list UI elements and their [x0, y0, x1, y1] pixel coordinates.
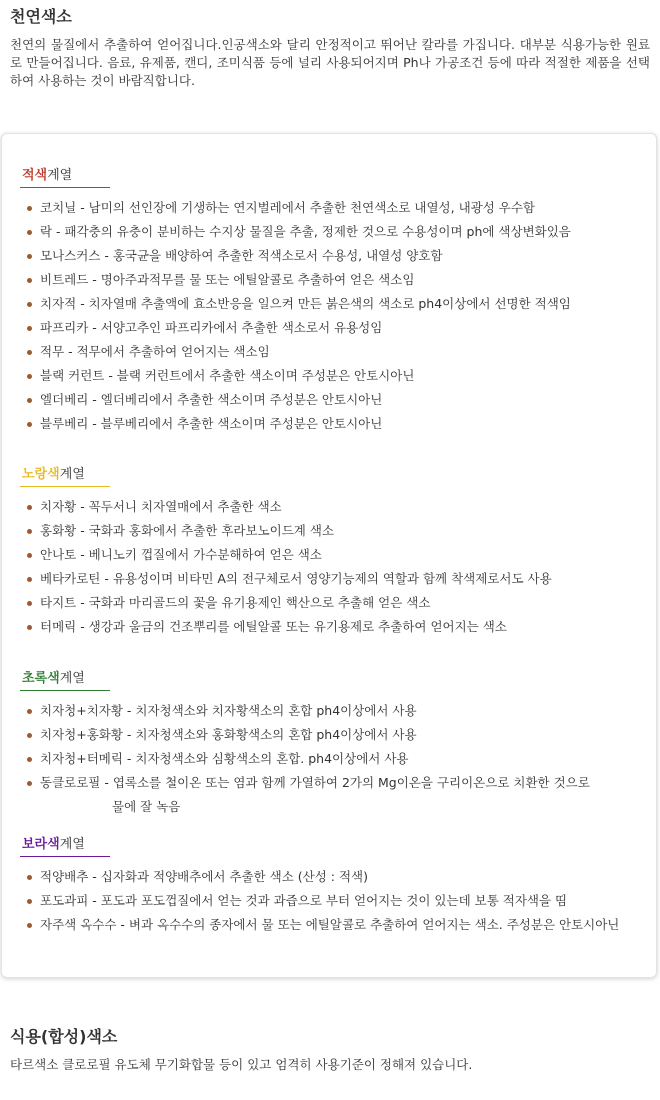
section-color-word: 초록색	[22, 671, 60, 686]
section-heading-green	[20, 667, 110, 691]
list-item: 치자황 - 꼭두서니 치자열매에서 추출한 색소	[20, 495, 552, 519]
intro-paragraph: 천연의 물질에서 추출하여 얻어집니다.인공색소와 달리 안정적이고 뛰어난 칼라를 가집니다. 대부분 식용가능한 원료로 만들어집니다. 음료, 유제품, 캔디, 조미식품 등에 널리 사용되어지며 Ph나 가공조건 등에 따라 적절한 제품을 선택하여 사용하는 것이 바람직합니다.	[10, 37, 650, 88]
list-item: 블루베리 - 블루베리에서 추출한 색소이며 주성분은 안토시아닌	[20, 412, 571, 436]
section-heading-yellow	[20, 463, 110, 487]
item-list	[20, 495, 552, 639]
list-item: 치자청+터메릭 - 치자청색소와 심황색소의 혼합. ph4이상에서 사용	[20, 747, 620, 771]
list-item: 홍화황 - 국화과 홍화에서 추출한 후라보노이드계 색소	[20, 519, 552, 543]
list-item: 락 - 패각충의 유충이 분비하는 수지상 물질을 추출, 정제한 것으로 수용성이며 ph에 색상변화있음	[20, 220, 571, 244]
list-item: 코치닐 - 남미의 선인장에 기생하는 연지벌레에서 추출한 천연색소로 내열성, 내광성 우수함	[20, 196, 571, 220]
item-list	[20, 196, 571, 436]
list-item: 치자적 - 치자열매 추출액에 효소반응을 일으켜 만든 붉은색의 색소로 ph4이상에서 선명한 적색임	[20, 292, 571, 316]
pigment-card	[1, 133, 657, 978]
section-yellow	[20, 463, 552, 639]
list-item: 모나스커스 - 홍국균을 배양하여 추출한 적색소로서 수용성, 내열성 양호함	[20, 244, 571, 268]
list-item: 포도과피 - 포도과 포도껍질에서 얻는 것과 과즙으로 부터 얻어지는 것이 있는데 보통 적자색을 띰	[20, 889, 619, 913]
synthetic-pigment-title: 식용(합성)색소	[10, 1027, 118, 1046]
section-color-word: 노랑색	[22, 467, 60, 482]
section-suffix: 계열	[59, 671, 85, 686]
list-item-line: 동클로로필 - 엽록소를 철이온 또는 염과 함께 가열하여 2가의 Mg이온을 구리이온으로 치환한 것으로	[40, 775, 590, 790]
section-color-word: 보라색	[22, 837, 60, 852]
section-color-word: 적색	[22, 168, 48, 183]
list-item: 파프리카 - 서양고추인 파프리카에서 추출한 색소로서 유용성임	[20, 316, 571, 340]
synthetic-pigment-text: 타르색소 클로로필 유도체 무기화합물 등이 있고 엄격히 사용기준이 정해져 있습니다.	[10, 1057, 473, 1072]
list-item-wrapped	[20, 771, 620, 819]
list-item: 자주색 옥수수 - 벼과 옥수수의 종자에서 물 또는 에틸알콜로 추출하여 얻어지는 색소. 주성분은 안토시아닌	[20, 913, 619, 937]
list-item: 치자청+홍화황 - 치자청색소와 홍화황색소의 혼합 ph4이상에서 사용	[20, 723, 620, 747]
section-green	[20, 667, 620, 819]
list-item: 비트레드 - 명아주과적무를 물 또는 에틸알콜로 추출하여 얻은 색소임	[20, 268, 571, 292]
list-item: 적무 - 적무에서 추출하여 얻어지는 색소임	[20, 340, 571, 364]
section-heading-purple	[20, 833, 110, 857]
section-suffix: 계열	[59, 467, 85, 482]
list-item: 엘더베리 - 엘더베리에서 추출한 색소이며 주성분은 안토시아닌	[20, 388, 571, 412]
list-item: 터메릭 - 생강과 울금의 건조뿌리를 에틸알콜 또는 유기용제로 추출하여 얻어지는 색소	[20, 615, 552, 639]
section-purple	[20, 833, 619, 937]
page-title: 천연색소	[10, 7, 72, 26]
list-item: 타지트 - 국화과 마리골드의 꽃을 유기용제인 핵산으로 추출해 얻은 색소	[20, 591, 552, 615]
list-item-continuation: 물에 잘 녹음	[112, 799, 181, 814]
section-heading-red	[20, 164, 110, 188]
section-red	[20, 164, 571, 436]
list-item: 적양배추 - 십자화과 적양배추에서 추출한 색소 (산성 : 적색)	[20, 865, 619, 889]
list-item: 베타카로틴 - 유용성이며 비타민 A의 전구체로서 영양기능제의 역할과 함께 착색제로서도 사용	[20, 567, 552, 591]
list-item: 안나토 - 베니노키 껍질에서 가수분해하여 얻은 색소	[20, 543, 552, 567]
section-suffix: 계열	[59, 837, 85, 852]
list-item: 치자청+치자황 - 치자청색소와 치자황색소의 혼합 ph4이상에서 사용	[20, 699, 620, 723]
item-list	[20, 699, 620, 819]
list-item: 블랙 커런트 - 블랙 커런트에서 추출한 색소이며 주성분은 안토시아닌	[20, 364, 571, 388]
section-suffix: 계열	[47, 168, 73, 183]
item-list	[20, 865, 619, 937]
